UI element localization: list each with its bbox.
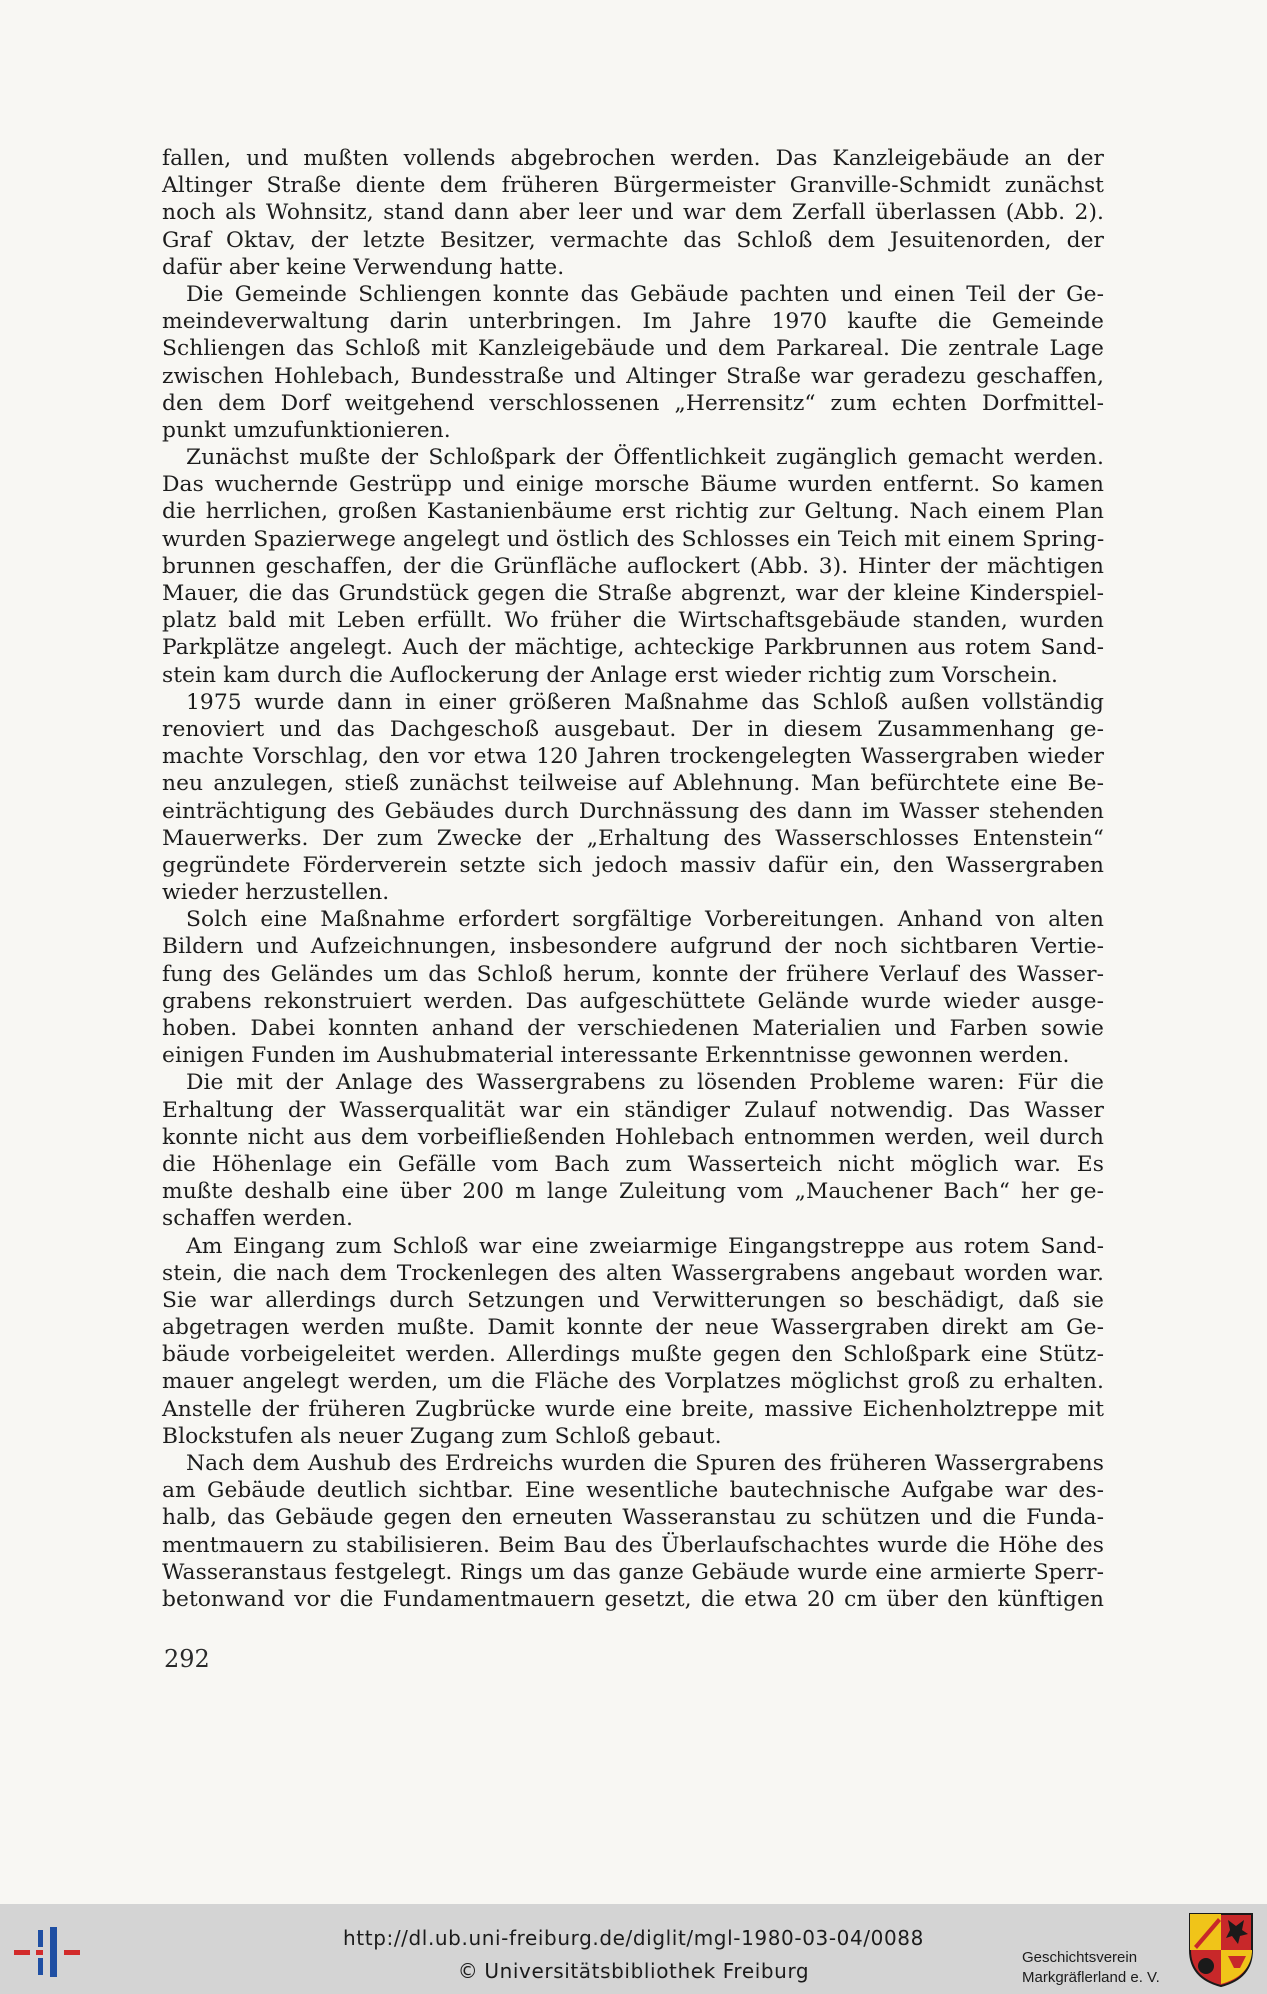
text-line: Schliengen das Schloß mit Kanzleigebäude und dem Parkareal. Die zentrale Lage [162, 336, 1104, 362]
text-line: Die mit der Anlage des Wassergrabens zu lösenden Probleme waren: Für die [186, 1070, 1104, 1096]
text-line: bäude vorbeigeleitet werden. Allerdings mußte gegen den Schloßpark eine Stütz- [162, 1342, 1104, 1368]
text-line: die Höhenlage ein Gefälle vom Bach zum Wasserteich nicht möglich war. Es [162, 1151, 1104, 1177]
text-line: mußte deshalb eine über 200 m lange Zuleitung vom „Mauchener Bach“ her ge- [162, 1179, 1104, 1205]
text-line: Erhaltung der Wasserqualität war ein ständiger Zulauf notwendig. Das Wasser [162, 1097, 1104, 1123]
text-line: noch als Wohnsitz, stand dann aber leer und war dem Zerfall überlassen (Abb. 2). [162, 200, 1104, 226]
text-line: meindeverwaltung darin unterbringen. Im Jahre 1970 kaufte die Gemeinde [162, 309, 1104, 335]
text-line: Zunächst mußte der Schloßpark der Öffentlichkeit zugänglich gemacht werden. [186, 445, 1104, 471]
text-line: platz bald mit Leben erfüllt. Wo früher die Wirtschaftsgebäude standen, wurden [162, 608, 1104, 634]
society-line-2: Markgräflerland e. V. [1022, 1969, 1160, 1986]
text-line: Graf Oktav, der letzte Besitzer, vermachte das Schloß dem Jesuitenorden, der [162, 227, 1104, 253]
text-line: einigen Funden im Aushubmaterial interessante Erkenntnisse gewonnen werden. [162, 1043, 1070, 1069]
text-line: mentmauern zu stabilisieren. Beim Bau des Überlaufschachtes wurde die Höhe des [162, 1532, 1104, 1558]
text-line: stein kam durch die Auflockerung der Anlage erst wieder richtig zum Vorschein. [162, 662, 1059, 688]
society-name [1022, 1948, 1160, 1988]
society-line-1: Geschichtsverein [1022, 1949, 1138, 1966]
text-line: Mauerwerks. Der zum Zwecke der „Erhaltung des Wasserschlosses Entenstein“ [162, 825, 1104, 851]
text-line: betonwand vor die Fundamentmauern gesetzt, die etwa 20 cm über den künftigen [162, 1586, 1104, 1612]
text-line: mauer angelegt werden, um die Fläche des Vorplatzes möglichst groß zu erhalten. [162, 1369, 1104, 1395]
text-line: Blockstufen als neuer Zugang zum Schloß gebaut. [162, 1423, 722, 1449]
text-line: wurden Spazierwege angelegt und östlich des Schlosses ein Teich mit einem Spring- [162, 526, 1105, 552]
text-line: Nach dem Aushub des Erdreichs wurden die Spuren des früheren Wassergrabens [186, 1451, 1104, 1476]
text-line: punkt umzufunktionieren. [162, 417, 451, 443]
text-line: Solch eine Maßnahme erfordert sorgfältige Vorbereitungen. Anhand von alten [186, 907, 1104, 933]
text-line: hoben. Dabei konnten anhand der verschiedenen Materialien und Farben sowie [162, 1016, 1104, 1041]
text-line: fallen, und mußten vollends abgebrochen werden. Das Kanzleigebäude an der [162, 146, 1104, 171]
page-number: 292 [164, 1645, 210, 1673]
text-line: brunnen geschaffen, der die Grünfläche auflockert (Abb. 3). Hinter der mächtigen [162, 553, 1104, 579]
text-line: fung des Geländes um das Schloß herum, konnte der frühere Verlauf des Wasser- [162, 961, 1104, 987]
text-line: die herrlichen, großen Kastanienbäume erst richtig zur Geltung. Nach einem Plan [162, 499, 1104, 525]
text-line: einträchtigung des Gebäudes durch Durchnässung des dann im Wasser stehenden [162, 798, 1104, 824]
text-line: Mauer, die das Grundstück gegen die Straße abgrenzt, war der kleine Kinderspiel- [162, 581, 1104, 606]
text-line: Das wuchernde Gestrüpp und einige morsche Bäume wurden entfernt. So kamen [162, 472, 1104, 498]
footer-bar [0, 1904, 1267, 1994]
text-line: stein, die nach dem Trockenlegen des alten Wassergrabens angebaut worden war. [162, 1260, 1104, 1286]
text-line: Altinger Straße diente dem früheren Bürgermeister Granville-Schmidt zunächst [162, 173, 1104, 199]
text-line: Am Eingang zum Schloß war eine zweiarmige Eingangstreppe aus rotem Sand- [186, 1233, 1104, 1259]
text-line: machte Vorschlag, den vor etwa 120 Jahren trockengelegten Wassergraben wieder [162, 744, 1104, 770]
text-line: abgetragen werden mußte. Damit konnte der neue Wassergraben direkt am Ge- [162, 1315, 1104, 1341]
text-line: halb, das Gebäude gegen den erneuten Wasseranstau zu schützen und die Funda- [162, 1505, 1104, 1531]
text-line: dafür aber keine Verwendung hatte. [162, 254, 565, 280]
text-line: neu anzulegen, stieß zunächst teilweise auf Ablehnung. Man befürchtete eine Be- [162, 771, 1104, 797]
text-line: Sie war allerdings durch Setzungen und Verwitterungen so beschädigt, daß sie [162, 1287, 1104, 1313]
text-line: 1975 wurde dann in einer größeren Maßnahme das Schloß außen vollständig [186, 689, 1104, 715]
coat-of-arms-icon[interactable] [1188, 1912, 1254, 1988]
text-line: Parkplätze angelegt. Auch der mächtige, achteckige Parkbrunnen aus rotem Sand- [162, 635, 1104, 661]
text-line: wieder herzustellen. [162, 880, 390, 906]
text-line: schaffen werden. [162, 1206, 354, 1232]
text-line: Die Gemeinde Schliengen konnte das Gebäude pachten und einen Teil der Ge- [186, 281, 1104, 307]
text-line: konnte nicht aus dem vorbeifließenden Hohlebach entnommen werden, weil durch [162, 1124, 1104, 1150]
text-line: am Gebäude deutlich sichtbar. Eine wesentliche bautechnische Aufgabe war des- [162, 1478, 1104, 1504]
text-line: zwischen Hohlebach, Bundesstraße und Altinger Straße war geradezu geschaffen, [162, 363, 1104, 389]
text-line: renoviert und das Dachgeschoß ausgebaut. Der in diesem Zusammenhang ge- [162, 716, 1104, 742]
copyright-text: Universitätsbibliothek Freiburg [484, 1959, 810, 1983]
text-line: Anstelle der früheren Zugbrücke wurde eine breite, massive Eichenholztreppe mit [162, 1396, 1104, 1422]
body-text [162, 145, 1104, 1613]
text-line: den dem Dorf weitgehend verschlossenen „Herrensitz“ zum echten Dorfmittel- [162, 390, 1104, 416]
text-line: Wasseranstaus festgelegt. Rings um das ganze Gebäude wurde eine armierte Sperr- [162, 1559, 1104, 1585]
permalink-url[interactable]: http://dl.ub.uni-freiburg.de/diglit/mgl-1980-03-04/0088 [343, 1926, 924, 1950]
text-line: grabens rekonstruiert werden. Das aufgeschüttete Gelände wurde wieder ausge- [162, 988, 1104, 1014]
text-line: gegründete Förderverein setzte sich jedoch massiv dafür ein, den Wassergraben [162, 852, 1104, 878]
copyright-symbol: © [457, 1959, 479, 1983]
text-line: Bildern und Aufzeichnungen, insbesondere aufgrund der noch sichtbaren Vertie- [162, 934, 1104, 960]
